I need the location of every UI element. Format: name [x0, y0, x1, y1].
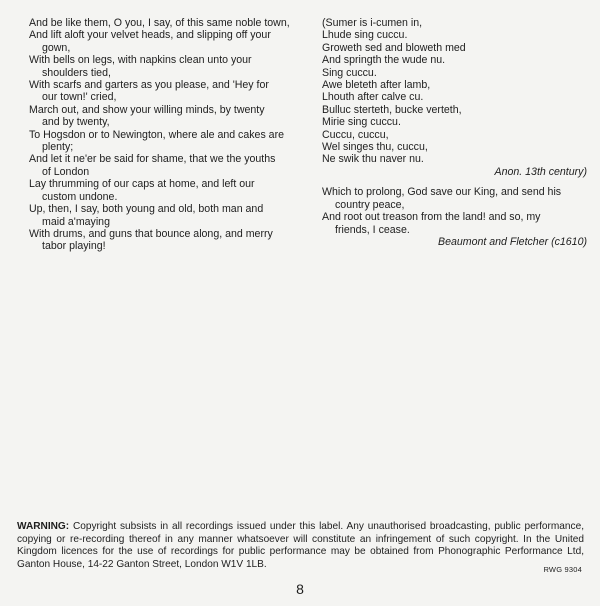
verse-line: Lhude sing cuccu.: [322, 29, 408, 42]
verse-line: Bulluc sterteth, bucke verteth,: [322, 103, 462, 116]
left-poem-column: [29, 17, 301, 253]
verse-line: maid a'maying: [42, 215, 110, 228]
verse-line: March out, and show your willing minds, by twenty: [29, 103, 265, 116]
verse-line: gown,: [42, 41, 71, 54]
closing-stanza: [322, 186, 587, 236]
verse-line: And let it ne'er be said for shame, that we the youths: [29, 153, 276, 166]
verse-line: country peace,: [335, 198, 405, 211]
page-number: 8: [296, 581, 304, 597]
verse-line: Up, then, I say, both young and old, both man and: [29, 203, 264, 216]
verse-line: Ne swik thu naver nu.: [322, 153, 424, 166]
verse-line: And lift aloft your velvet heads, and slipping off your: [29, 29, 271, 42]
verse-line: And be like them, O you, I say, of this same noble town,: [29, 17, 290, 29]
verse-line: Lay thrumming of our caps at home, and left our: [29, 178, 255, 191]
verse-line: Lhouth after calve cu.: [322, 91, 424, 104]
verse-line: Cuccu, cuccu,: [322, 128, 389, 141]
verse-line: Sing cuccu.: [322, 66, 377, 79]
verse-line: (Sumer is i-cumen in,: [322, 17, 423, 29]
verse-line: tabor playing!: [42, 240, 106, 253]
copyright-warning: [17, 521, 584, 571]
right-poem-column: [322, 17, 587, 248]
verse-line: shoulders tied,: [42, 66, 111, 79]
verse-line: With drums, and guns that bounce along, and merry: [29, 227, 273, 240]
verse-line: Wel singes thu, cuccu,: [322, 141, 428, 154]
left-poem-stanza: [29, 17, 301, 253]
verse-line: custom undone.: [42, 190, 118, 203]
verse-line: To Hogsdon or to Newington, where ale and cakes are: [29, 128, 284, 141]
verse-line: Which to prolong, God save our King, and send his: [322, 186, 562, 199]
verse-line: And root out treason from the land! and so, my: [322, 211, 541, 224]
catalog-number: RWG 9304: [543, 565, 582, 574]
stanza-gap: [322, 178, 587, 186]
verse-line: With bells on legs, with napkins clean unto your: [29, 54, 252, 67]
verse-line: Groweth sed and bloweth med: [322, 41, 466, 54]
anon-attribution: Anon. 13th century): [494, 165, 587, 178]
verse-line: friends, I cease.: [335, 223, 410, 236]
verse-line: Mirie sing cuccu.: [322, 116, 401, 129]
verse-line: of London: [42, 165, 90, 178]
warning-label: WARNING:: [17, 521, 70, 532]
verse-line: With scarfs and garters as you please, and 'Hey for: [29, 79, 269, 92]
verse-line: plenty;: [42, 141, 74, 154]
beaumont-fletcher-attribution: Beaumont and Fletcher (c1610): [438, 235, 587, 248]
verse-line: and by twenty,: [42, 116, 110, 129]
verse-line: Awe bleteth after lamb,: [322, 79, 431, 92]
verse-line: our town!' cried,: [42, 91, 117, 104]
verse-line: And springth the wude nu.: [322, 54, 446, 67]
cuckoo-song-stanza: [322, 17, 587, 166]
warning-text: Copyright subsists in all recordings issued under this label. Any unauthorised broadcasting, public performance, copying or re-recording thereof in any manner whatsoever will constitute an infringement of such copyright. In the United Kingdom licences for the use of recordings for public performance may be obtained from Phonographic Performance Ltd, Ganton House, 14-22 Ganton Street, London W1V 1LB.: [17, 521, 584, 570]
